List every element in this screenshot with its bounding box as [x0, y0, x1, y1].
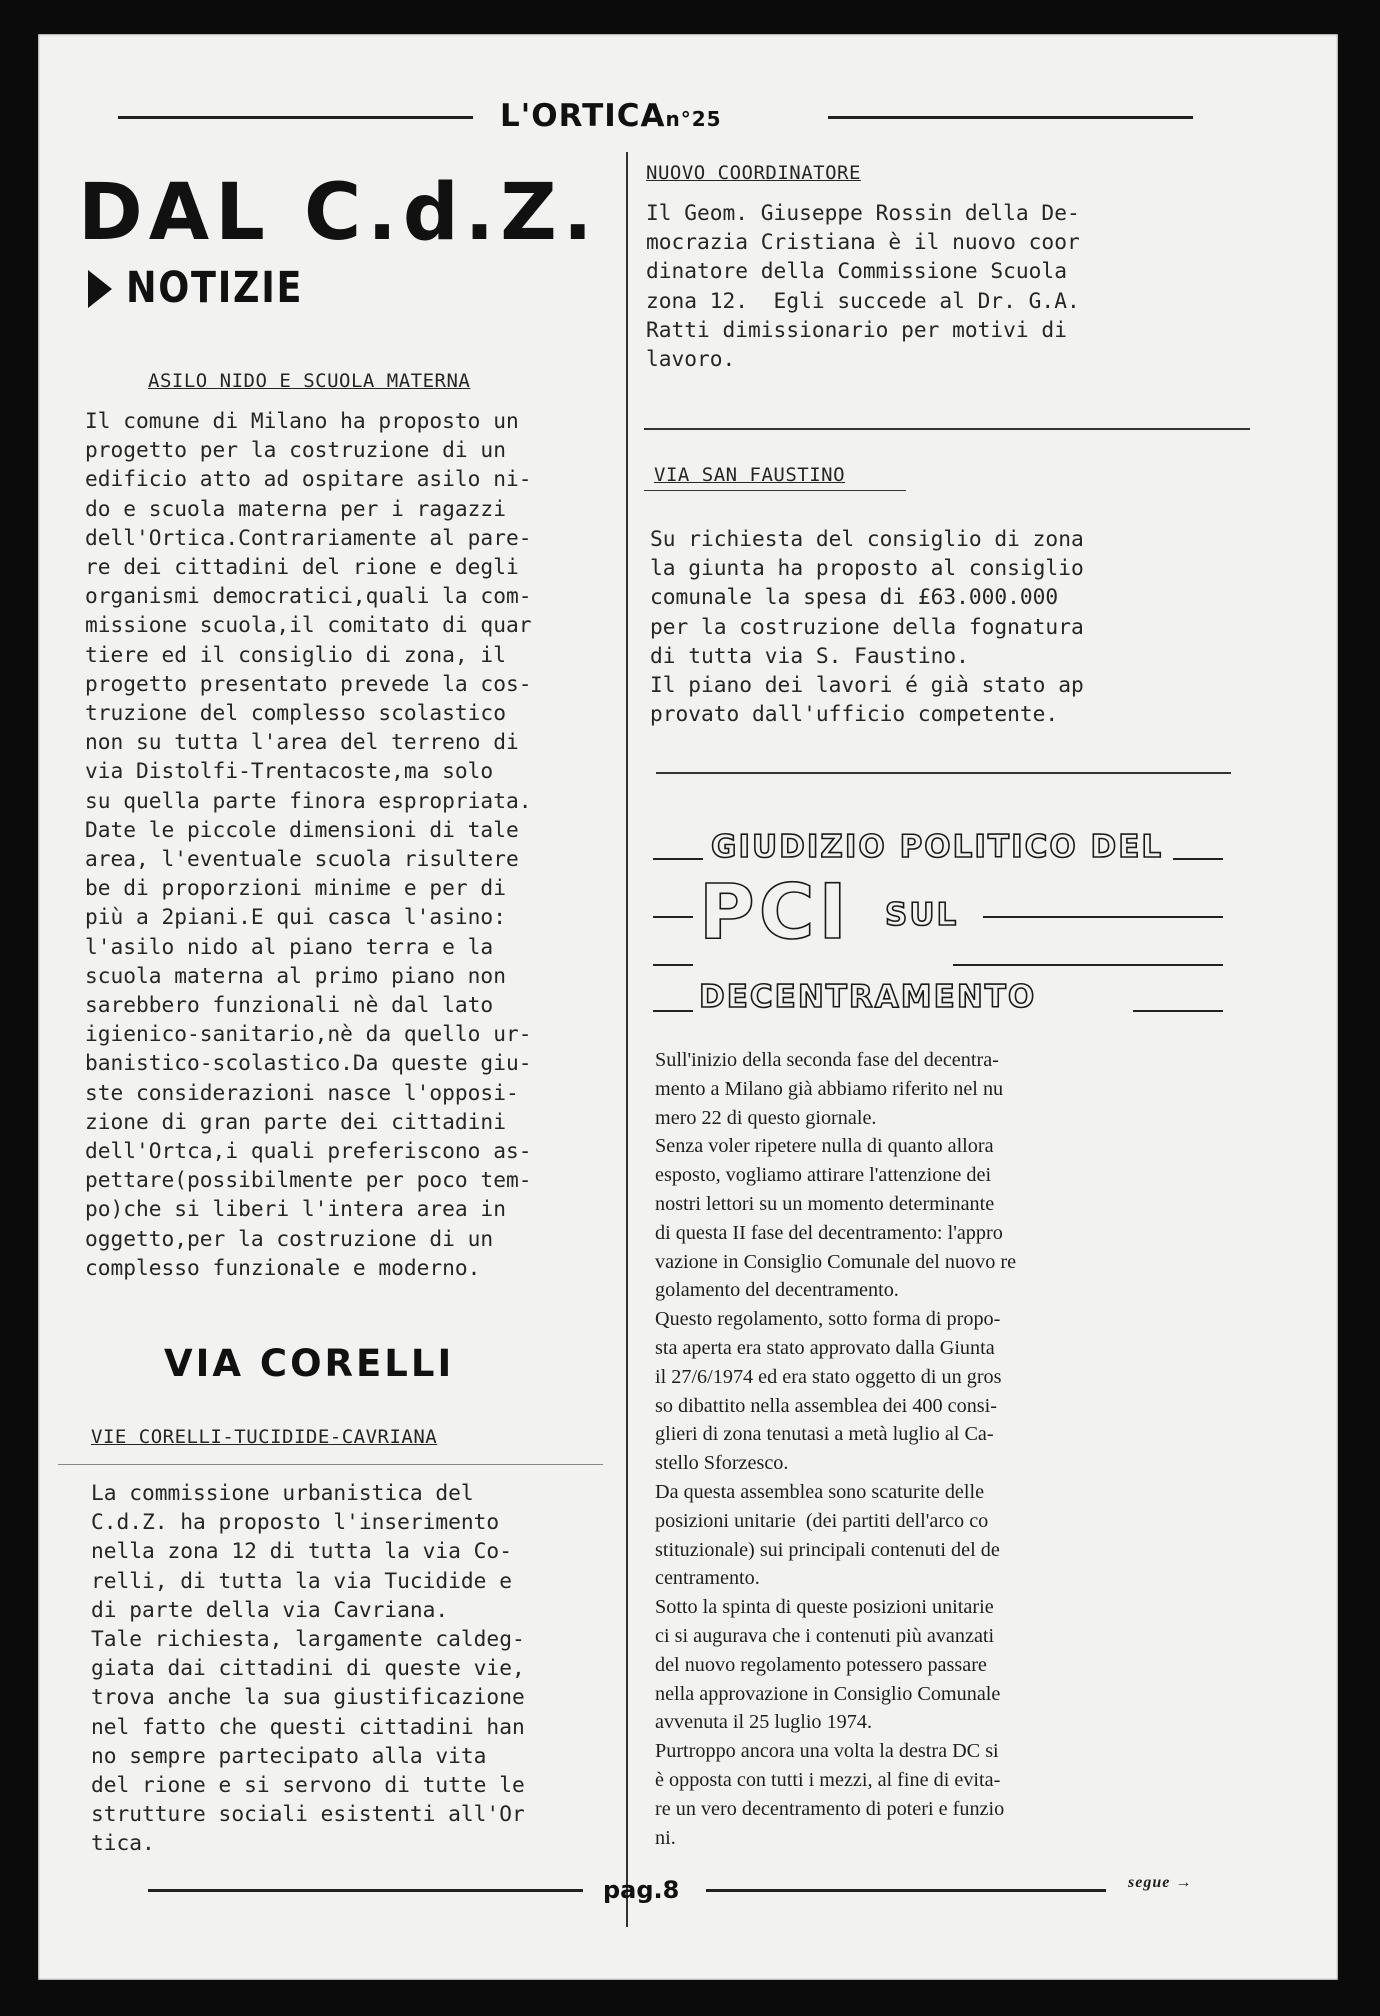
notizie-text: NOTIZIE — [126, 263, 304, 313]
header-rule-right — [828, 116, 1193, 119]
text-line: tica. — [91, 1830, 155, 1856]
segue-label[interactable]: segue → — [1128, 1874, 1193, 1891]
text-line: Date le piccole dimensioni di tale — [85, 816, 519, 842]
banner-pci: PCI — [699, 867, 851, 956]
text-line: organismi democratici,quali la com- — [85, 583, 532, 609]
text-line: stituzionale) sui principali contenuti del de — [655, 1538, 1000, 1561]
text-line: avvenuta il 25 luglio 1974. — [655, 1711, 872, 1734]
text-line: zona 12. Egli succede al Dr. G.A. — [646, 287, 1080, 313]
text-line: re un vero decentramento di poteri e funzio — [655, 1797, 1005, 1820]
text-line: su quella parte finora espropriata. — [85, 787, 532, 813]
text-line: Su richiesta del consiglio di zona — [650, 526, 1084, 551]
text-line: nella zona 12 di tutta la via Co- — [91, 1538, 512, 1564]
page-number: pag.8 — [603, 1876, 680, 1904]
text-line: C.d.Z. ha proposto l'inserimento — [91, 1509, 500, 1535]
text-line: be di proporzioni minime e per di — [85, 875, 506, 901]
text-line: dell'Ortca,i quali preferiscono as- — [85, 1138, 532, 1164]
text-line: lavoro. — [646, 346, 736, 372]
text-line: do e scuola materna per i ragazzi — [85, 495, 506, 521]
text-line: per la costruzione della fognatura — [650, 613, 1084, 639]
text-line: ni. — [655, 1826, 676, 1849]
text-line: sarebbero funzionali nè dal lato — [85, 992, 494, 1018]
asilo-body — [85, 406, 531, 1282]
text-line: stello Sforzesco. — [655, 1452, 789, 1475]
text-line: di parte della via Cavriana. — [91, 1596, 449, 1622]
corelli-rule — [58, 1464, 603, 1465]
text-line: progetto presentato prevede la cos- — [85, 670, 532, 696]
notizie-label — [88, 263, 334, 313]
decentramento-article — [655, 1046, 1016, 1852]
text-line: Da questa assemblea sono scaturite delle — [655, 1480, 985, 1503]
text-line: po)che si liberi l'intera area in — [85, 1196, 506, 1222]
text-line: glieri di zona tenutasi a metà luglio al Ca- — [655, 1423, 994, 1446]
text-line: Il comune di Milano ha proposto un — [85, 408, 519, 433]
text-line: Sotto la spinta di queste posizioni unitarie — [655, 1596, 994, 1619]
text-line: dell'Ortica.Contrariamente al pare- — [85, 524, 532, 550]
text-line: l'asilo nido al piano terra e la — [85, 933, 494, 959]
text-line: scuola materna al primo piano non — [85, 962, 506, 988]
text-line: mento a Milano già abbiamo riferito nel nu — [655, 1077, 1004, 1100]
banner-line3: DECENTRAMENTO — [699, 979, 1037, 1015]
text-line: mocrazia Cristiana è il nuovo coor — [646, 229, 1080, 255]
header-rule-left — [118, 116, 473, 119]
issue-number: n°25 — [665, 107, 722, 131]
text-line: missione scuola,il comitato di quar — [85, 612, 532, 638]
text-line: pettare(possibilmente per poco tem- — [85, 1167, 532, 1193]
text-line: so dibattito nella assemblea dei 400 consi- — [655, 1394, 997, 1417]
faustino-body — [650, 524, 1084, 728]
text-line: del rione e si servono di tutte le — [91, 1772, 525, 1798]
heading-asilo: ASILO NIDO E SCUOLA MATERNA — [148, 370, 471, 392]
banner-line1: GIUDIZIO POLITICO DEL — [711, 829, 1164, 865]
text-line: nostri lettori su un momento determinante — [655, 1192, 995, 1215]
corelli-body — [91, 1478, 525, 1858]
text-line: banistico-scolastico.Da queste giu- — [85, 1050, 532, 1076]
text-line: trova anche la sua giustificazione — [91, 1684, 525, 1710]
text-line: il 27/6/1974 ed era stato oggetto di un gros — [655, 1365, 1002, 1388]
text-line: vazione in Consiglio Comunale del nuovo re — [655, 1250, 1017, 1273]
text-line: Il piano dei lavori é già stato ap — [650, 672, 1084, 698]
text-line: Ratti dimissionario per motivi di — [646, 316, 1067, 342]
text-line: truzione del complesso scolastico — [85, 700, 506, 726]
masthead-title: L'ORTICA — [500, 98, 666, 134]
text-line: Sull'inizio della seconda fase del decentra- — [655, 1049, 999, 1071]
section-title: DAL C.d.Z. — [78, 168, 599, 258]
text-line: tiere ed il consiglio di zona, il — [85, 641, 506, 667]
text-line: posizioni unitarie (dei partiti dell'arco co — [655, 1509, 989, 1532]
text-line: re dei cittadini del rione e degli — [85, 554, 519, 580]
pci-banner — [653, 824, 1233, 1014]
text-line: centramento. — [655, 1567, 760, 1590]
text-line: la giunta ha proposto al consiglio — [650, 555, 1084, 581]
via-corelli-title: VIA CORELLI — [164, 1342, 455, 1385]
text-line: più a 2piani.E qui casca l'asino: — [85, 904, 506, 930]
text-line: progetto per la costruzione di un — [85, 437, 506, 463]
text-line: giata dai cittadini di queste vie, — [91, 1655, 525, 1681]
text-line: non su tutta l'area del terreno di — [85, 729, 519, 755]
text-line: mero 22 di questo giornale. — [655, 1106, 877, 1129]
banner-sul: SUL — [885, 897, 959, 933]
coordinatore-body — [646, 198, 1080, 373]
text-line: area, l'eventuale scuola risultere — [85, 846, 519, 872]
text-line: provato dall'ufficio competente. — [650, 701, 1059, 727]
text-line: nel fatto che questi cittadini han — [91, 1713, 525, 1739]
text-line: comunale la spesa di £63.000.000 — [650, 584, 1059, 610]
text-line: zione di gran parte dei cittadini — [85, 1108, 506, 1134]
heading-coordinatore: NUOVO COORDINATORE — [646, 162, 861, 184]
text-line: di tutta via S. Faustino. — [650, 642, 969, 668]
text-line: ste considerazioni nasce l'opposi- — [85, 1079, 519, 1105]
text-line: golamento del decentramento. — [655, 1279, 899, 1302]
triangle-arrow-icon — [88, 270, 112, 308]
text-line: oggetto,per la costruzione di un — [85, 1225, 494, 1251]
faustino-underline — [644, 490, 906, 491]
text-line: complesso funzionale e moderno. — [85, 1254, 481, 1280]
text-line: strutture sociali esistenti all'Or — [91, 1801, 525, 1827]
column-divider — [626, 152, 628, 1927]
text-line: esposto, vogliamo attirare l'attenzione dei — [655, 1164, 992, 1187]
text-line: relli, di tutta la via Tucidide e — [91, 1567, 512, 1593]
text-line: no sempre partecipato alla vita — [91, 1742, 487, 1768]
text-line: nella approvazione in Consiglio Comunale — [655, 1682, 1001, 1705]
text-line: La commissione urbanistica del — [91, 1480, 474, 1505]
text-line: edificio atto ad ospitare asilo ni- — [85, 466, 532, 492]
text-line: Purtroppo ancora una volta la destra DC si — [655, 1740, 999, 1763]
text-line: Senza voler ripetere nulla di quanto allora — [655, 1135, 994, 1158]
text-line: via Distolfi-Trentacoste,ma solo — [85, 758, 494, 784]
masthead — [500, 98, 722, 134]
text-line: Il Geom. Giuseppe Rossin della De- — [646, 200, 1080, 225]
footer-rule-left — [148, 1889, 583, 1892]
text-line: del nuovo regolamento potessero passare — [655, 1653, 987, 1676]
rule-after-faustino — [656, 772, 1231, 774]
text-line: sta aperta era stato approvato dalla Giunta — [655, 1336, 995, 1359]
heading-corelli: VIE CORELLI-TUCIDIDE-CAVRIANA — [91, 1426, 438, 1448]
rule-after-coordinatore — [644, 428, 1250, 430]
text-line: Questo regolamento, sotto forma di propo- — [655, 1308, 1001, 1331]
heading-faustino: VIA SAN FAUSTINO — [654, 464, 846, 486]
text-line: di questa II fase del decentramento: l'appro — [655, 1221, 1003, 1244]
text-line: igienico-sanitario,nè da quello ur- — [85, 1021, 532, 1047]
text-line: è opposta con tutti i mezzi, al fine di evita- — [655, 1768, 1001, 1791]
text-line: dinatore della Commissione Scuola — [646, 258, 1067, 284]
text-line: Tale richiesta, largamente caldeg- — [91, 1626, 525, 1652]
text-line: ci si augurava che i contenuti più avanzati — [655, 1624, 995, 1647]
footer-rule-right — [706, 1889, 1106, 1892]
newspaper-page — [38, 34, 1338, 1980]
